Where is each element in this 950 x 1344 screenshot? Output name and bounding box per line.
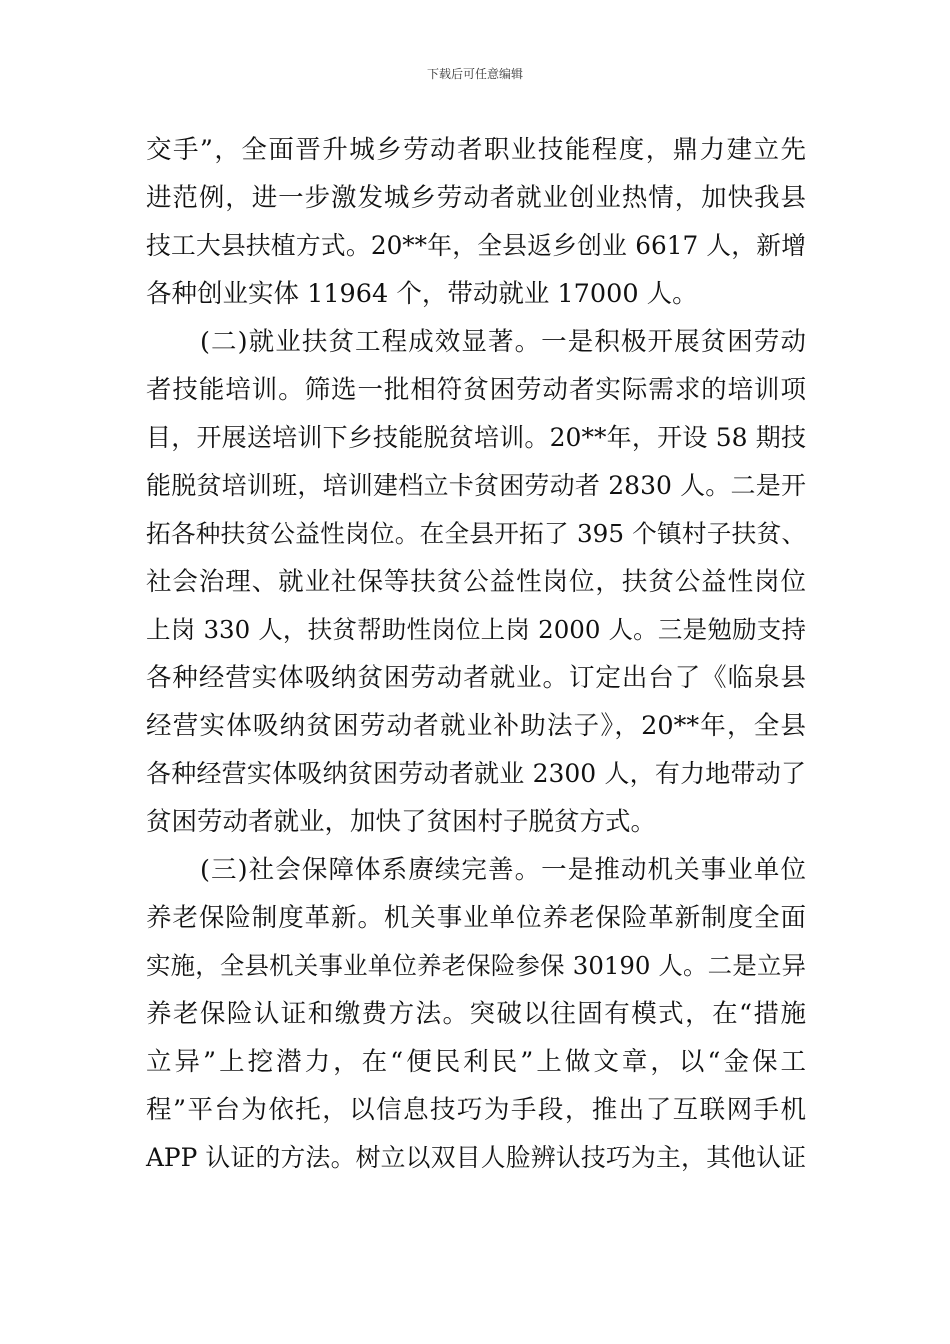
text-line: 社会治理、就业社保等扶贫公益性岗位，扶贫公益性岗位 [146,567,806,597]
text-line: 各种创业实体 11964 个，带动就业 17000 人。 [146,279,698,309]
text-line: 养老保险制度革新。机关事业单位养老保险革新制度全面 [146,903,806,933]
text-line: 目，开展送培训下乡技能脱贫培训。20**年，开设 58 期技 [146,423,806,452]
text-line: 拓各种扶贫公益性岗位。在全县开拓了 395 个镇村子扶贫、 [146,519,806,548]
text-line: 立异”上挖潜力，在“便民利民”上做文章，以“金保工 [146,1047,806,1077]
text-line: 技工大县扶植方式。20**年，全县返乡创业 6617 人，新增 [146,231,806,260]
text-line: 上岗 330 人，扶贫帮助性岗位上岗 2000 人。三是勉励支持 [146,615,806,644]
page-header: 下载后可任意编辑 [426,67,523,81]
document-body [146,126,806,1182]
text-line: 者技能培训。筛选一批相符贫困劳动者实际需求的培训项 [146,375,806,405]
paragraph-first-line: (二)就业扶贫工程成效显著。一是积极开展贫困劳动 [200,327,806,357]
text-line: 交手”，全面晋升城乡劳动者职业技能程度，鼎力建立先 [146,135,806,165]
text-line: 能脱贫培训班，培训建档立卡贫困劳动者 2830 人。二是开 [146,471,806,500]
text-line: 各种经营实体吸纳贫困劳动者就业 2300 人，有力地带动了 [146,759,806,788]
text-line: 程”平台为依托，以信息技巧为手段，推出了互联网手机 [146,1095,806,1125]
text-line: 养老保险认证和缴费方法。突破以往固有模式，在“措施 [146,999,806,1029]
paragraph-first-line: (三)社会保障体系赓续完善。一是推动机关事业单位 [200,855,806,885]
text-line: 贫困劳动者就业，加快了贫困村子脱贫方式。 [146,807,657,837]
text-line: 经营实体吸纳贫困劳动者就业补助法子》，20**年，全县 [146,711,806,741]
text-line: APP 认证的方法。树立以双目人脸辨认技巧为主，其他认证 [146,1143,806,1172]
text-line: 实施，全县机关事业单位养老保险参保 30190 人。二是立异 [146,951,806,980]
text-line: 各种经营实体吸纳贫困劳动者就业。订定出台了《临泉县 [146,663,806,693]
text-line: 进范例，进一步激发城乡劳动者就业创业热情，加快我县 [146,183,806,213]
